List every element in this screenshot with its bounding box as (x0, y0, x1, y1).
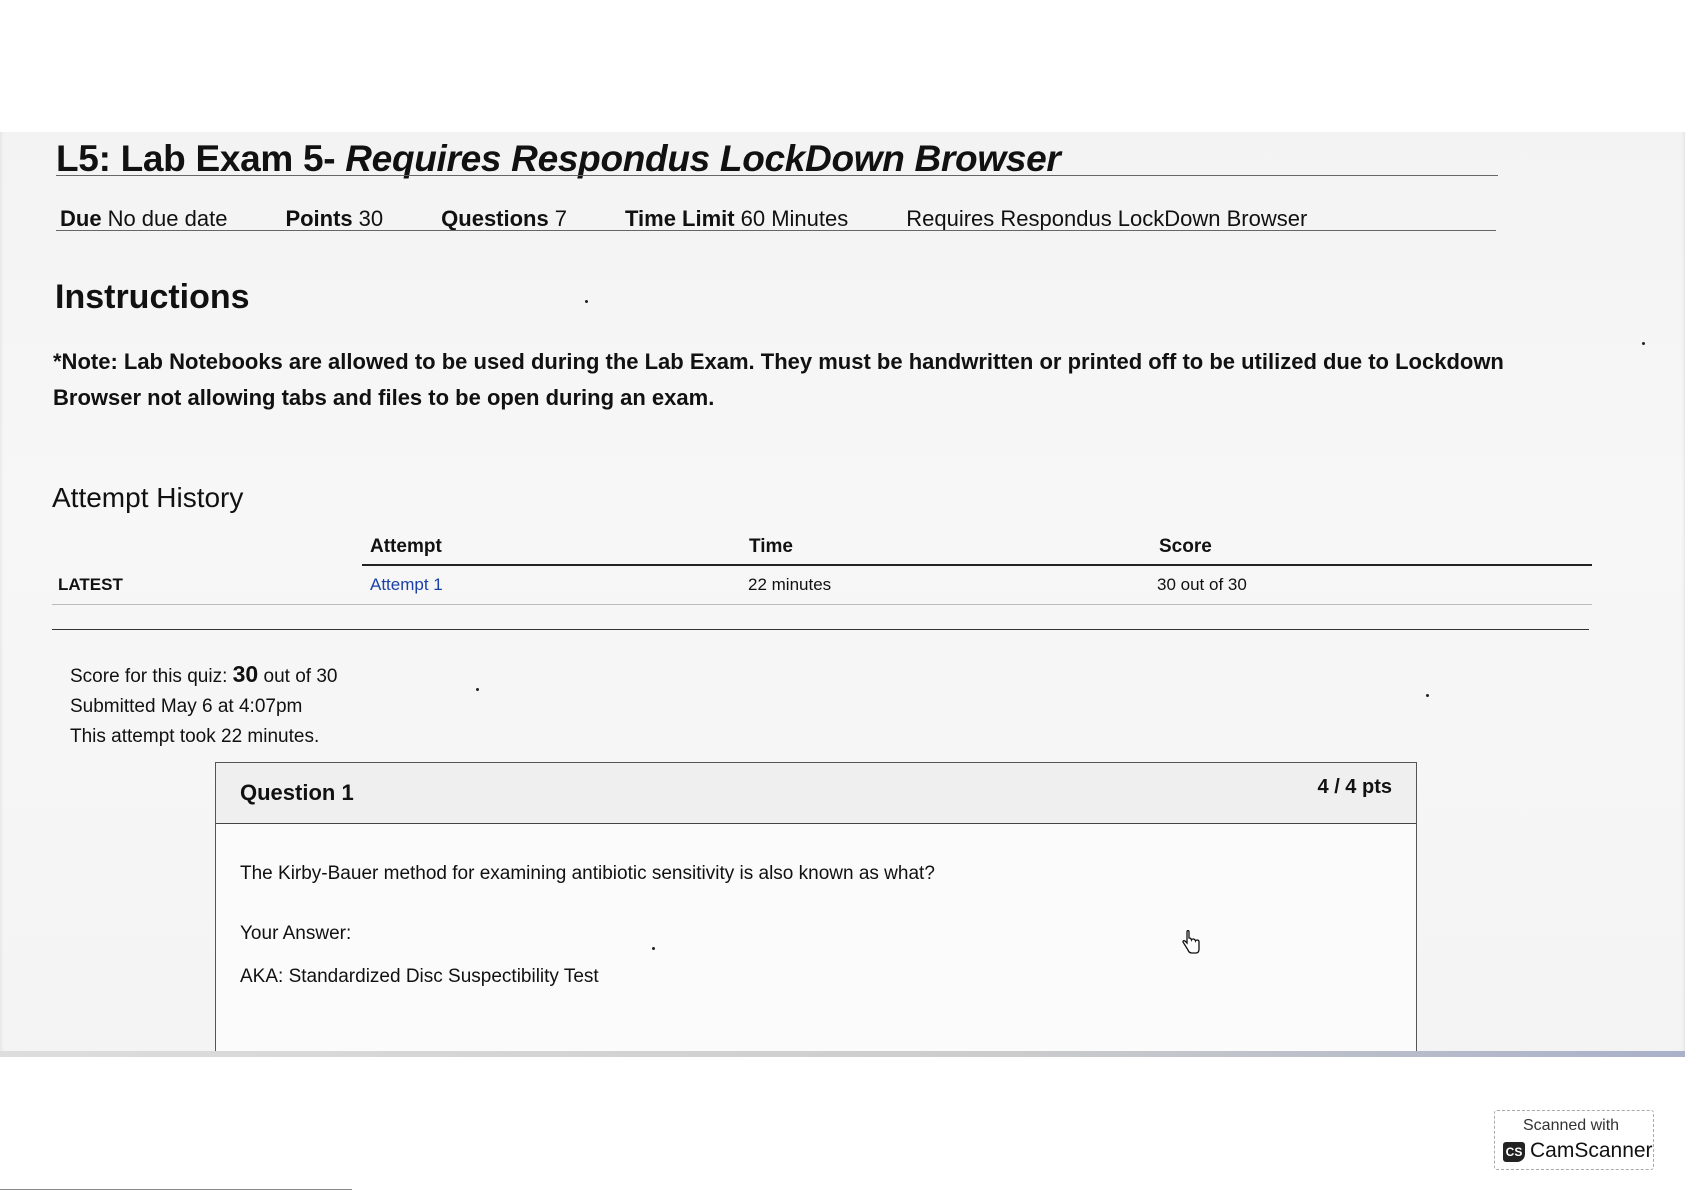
scan-speck (585, 300, 588, 303)
meta-due: Due No due date (60, 206, 228, 231)
score-summary (70, 659, 337, 752)
question-header (216, 763, 1416, 824)
column-header-time: Time (749, 536, 794, 557)
meta-time-limit: Time Limit 60 Minutes (624, 206, 849, 231)
latest-tag: LATEST (58, 575, 123, 594)
watermark-caption: Scanned with (1523, 1117, 1620, 1134)
your-answer-text: AKA: Standardized Disc Suspectibility Test (240, 966, 599, 987)
scan-speck (652, 947, 655, 950)
watermark-brand: CamScanner (1530, 1139, 1653, 1162)
attempt-time: 22 minutes (748, 575, 832, 594)
question-points: 4 / 4 pts (1317, 775, 1392, 798)
scan-speck (1642, 342, 1645, 345)
title-prefix: L5: Lab Exam 5- (56, 138, 336, 179)
meta-requirement: Requires Respondus LockDown Browser (906, 206, 1308, 231)
submitted-time: Submitted May 6 at 4:07pm (70, 696, 303, 717)
attempt-1-link[interactable]: Attempt 1 (370, 575, 443, 594)
meta-points: Points 30 (285, 206, 384, 231)
instructions-heading: Instructions (55, 278, 250, 316)
meta-questions: Questions 7 (441, 206, 567, 231)
attempt-duration: This attempt took 22 minutes. (70, 726, 320, 747)
attempt-history-heading: Attempt History (52, 482, 244, 513)
scanned-page (0, 132, 1685, 1057)
question-title: Question 1 (240, 780, 354, 805)
title-divider (56, 175, 1498, 176)
scan-bottom-edge (0, 1051, 1685, 1057)
scan-speck (1426, 694, 1429, 697)
quiz-score-value: 30 (232, 661, 259, 687)
page-title (56, 138, 1061, 180)
instructions-note: *Note: Lab Notebooks are allowed to be used during the Lab Exam. They must be handwritten or printed off to be utilized due to Lockdown Browser not allowing tabs and files to be open during an exam. (53, 349, 1504, 410)
meta-divider (56, 230, 1496, 231)
your-answer-label: Your Answer: (240, 923, 352, 944)
attempt-score: 30 out of 30 (1157, 575, 1247, 594)
bottom-edge-line (0, 1189, 352, 1190)
camscanner-watermark (1494, 1110, 1654, 1170)
question-text: The Kirby-Bauer method for examining antibiotic sensitivity is also known as what? (240, 863, 935, 884)
row-divider (52, 604, 1592, 605)
camscanner-logo-icon: CS (1503, 1142, 1525, 1162)
question-1-card (215, 762, 1417, 1057)
section-divider (52, 629, 1589, 630)
quiz-score: Score for this quiz: 30 out of 30 (70, 661, 338, 687)
table-header-divider (362, 564, 1592, 566)
title-rest: Requires Respondus LockDown Browser (345, 138, 1061, 179)
column-header-score: Score (1159, 536, 1212, 557)
scan-speck (476, 688, 479, 691)
quiz-meta (60, 206, 1365, 232)
column-header-attempt: Attempt (370, 536, 442, 557)
hand-cursor-icon (1180, 930, 1202, 956)
